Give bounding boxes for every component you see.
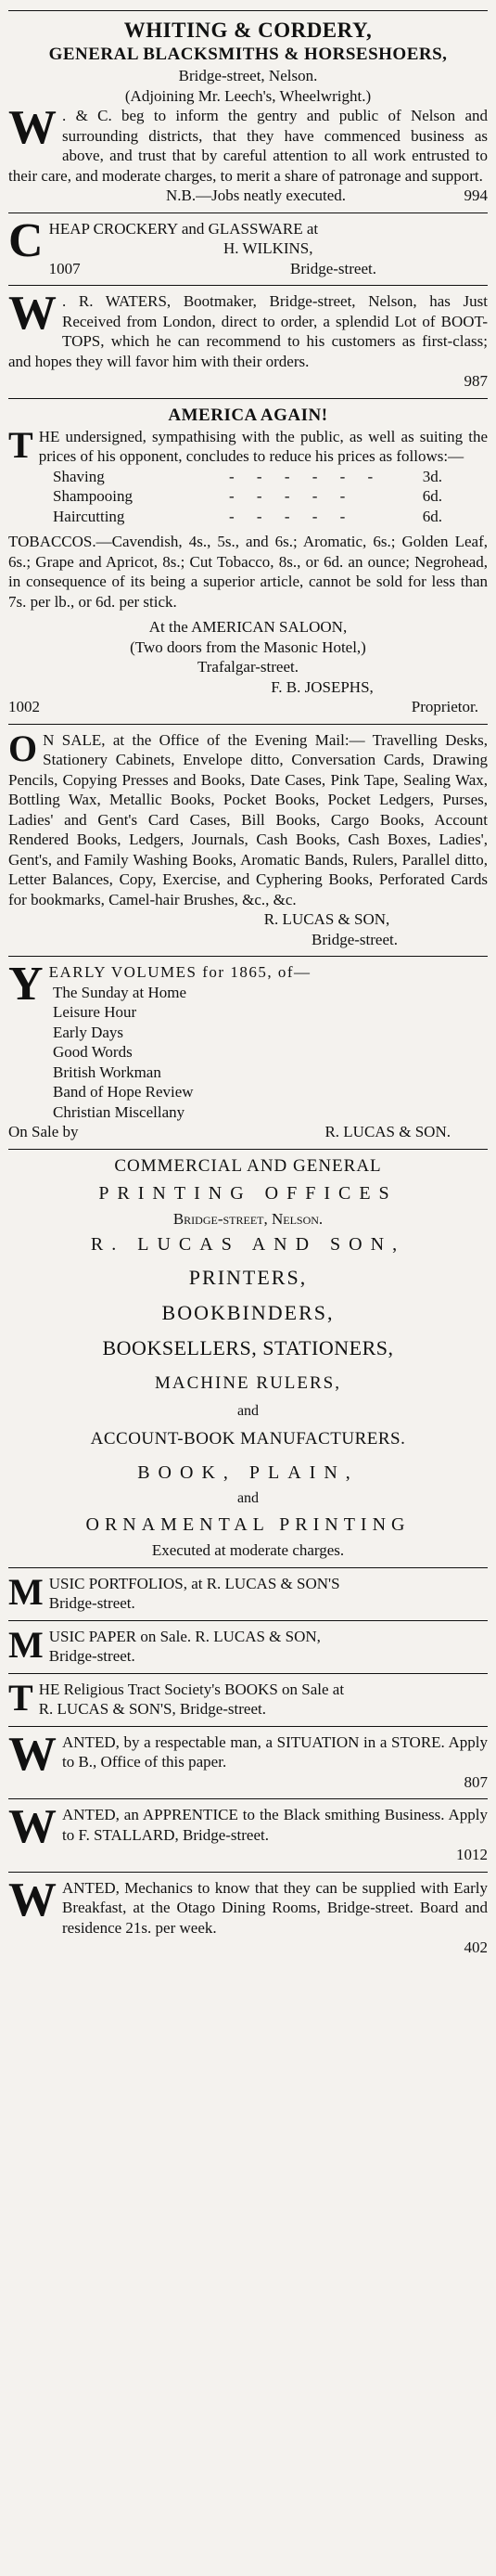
ad-line: MACHINE RULERS, <box>154 1373 341 1393</box>
divider <box>8 1798 488 1799</box>
drop-cap: T <box>8 423 33 466</box>
ad-number: 1002 <box>8 698 40 715</box>
ad-body: ANTED, by a respectable man, a SITUATION in a STORE. Apply to B., Office of this paper. <box>62 1732 488 1771</box>
ad-line: BOOKBINDERS, <box>161 1301 335 1324</box>
divider <box>8 1726 488 1727</box>
divider <box>8 724 488 725</box>
ad-waters <box>8 287 488 392</box>
ad-number: 807 <box>464 1772 488 1791</box>
price-row: Haircutting - - - - - 6d. <box>53 507 442 525</box>
price-row: Shampooing - - - - - 6d. <box>53 487 442 505</box>
divider <box>8 956 488 957</box>
ad-tobacco: TOBACCOS.—Cavendish, 4s., 5s., and 6s.; Aromatic, 6s.; Golden Leaf, 6s.; Grape and Apricot, 8s.; Cut Tobacco, 8s., or 6d. an ounce; Negrohead, in consequence of its being a superior article, cannot be sold for less than 7s. per lb., or 6d. per stick. <box>8 533 488 611</box>
ad-line: ORNAMENTAL PRINTING <box>85 1514 411 1535</box>
ad-body: ANTED, Mechanics to know that they can be supplied with Early Breakfast, at the Otago Dining Rooms, Bridge-street. Board and residence 21s. per week. <box>62 1878 488 1937</box>
divider <box>8 1872 488 1873</box>
ad-number: 987 <box>464 372 488 390</box>
ad-line: ACCOUNT-BOOK MANUFACTURERS. <box>90 1429 406 1449</box>
ad-printing-offices <box>8 1155 488 1561</box>
ad-saloon: At the AMERICAN SALOON, <box>148 618 348 636</box>
ad-america-again <box>8 405 488 717</box>
ad-body: ANTED, an APPRENTICE to the Black smithing Business. Apply to F. STALLARD, Bridge-street. <box>62 1806 488 1844</box>
ad-wanted-apprentice <box>8 1800 488 1865</box>
ad-wanted-mechanics <box>8 1873 488 1958</box>
ad-body: N SALE, at the Office of the Evening Mail:— Travelling Desks, Stationery Cabinets, Envelope ditto, Conversation Cards, Drawing Pencils, Copying Presses and Books, Date Cases, Pink Tape, Sealing Wax, Bottling Wax, Metallic Books, Pocket Books, Pocket Ledgers, Purses, Ladies' and Gent's Card Cases, Bill Books, Cargo Books, Account Rendered Books, Ledgers, Journals, Cash Books, Cash Boxes, Ladies', Gent's, and Family Washing Books, Aromatic Bands, Rulers, Parallel ditto, Letter Balances, Copy, Exercise, and Cyphering Books, Perforated Cards for bookmarks, Camel-hair Brushes, &c., &c. <box>8 730 488 908</box>
ad-street: Bridge-street. <box>290 259 376 277</box>
drop-cap: W <box>8 1727 57 1781</box>
ad-name: R. LUCAS & SON. <box>324 1123 451 1140</box>
ad-street: Bridge-street. <box>48 1594 135 1612</box>
ad-number: 1007 <box>48 259 81 277</box>
ad-number: 402 <box>464 1938 488 1956</box>
price-row: Shaving - - - - - - 3d. <box>53 467 442 485</box>
ad-music-paper <box>8 1623 488 1667</box>
ad-number: 1012 <box>456 1846 488 1863</box>
ad-body: . & C. beg to inform the gentry and public of Nelson and surrounding districts, that they have commenced business as above, and trust that by careful attention to all work entrusted to their care, and moderate charges, to merit a share of patronage and support. <box>8 107 488 185</box>
ad-role: Proprietor. <box>411 698 478 715</box>
ad-onsale: On Sale by <box>8 1123 79 1140</box>
volume-item: Christian Miscellany <box>53 1102 185 1121</box>
ad-yearly-volumes <box>8 958 488 1142</box>
ad-street: Trafalgar-street. <box>197 658 299 676</box>
ad-name: F. B. JOSEPHS, <box>271 677 374 696</box>
ad-name: H. WILKINS, <box>223 239 313 257</box>
volume-item: Band of Hope Review <box>53 1083 194 1101</box>
drop-cap: M <box>8 1623 44 1666</box>
divider <box>8 1149 488 1150</box>
volume-item: Leisure Hour <box>53 1003 137 1021</box>
divider <box>8 1567 488 1568</box>
divider <box>8 1620 488 1621</box>
drop-cap: O <box>8 727 38 769</box>
ad-line: R. LUCAS & SON'S, Bridge-street. <box>38 1700 267 1718</box>
ad-doors: (Two doors from the Masonic Hotel,) <box>130 638 366 656</box>
ad-note: N.B.—Jobs neatly executed. <box>166 187 347 204</box>
ad-intro: HE undersigned, sympathising with the public, as well as suiting the prices of his opponent, concludes to reduce his prices as follows:— <box>38 427 488 465</box>
ad-religious-tract <box>8 1676 488 1719</box>
ad-line: PRINTING OFFICES <box>98 1182 398 1204</box>
ad-line: EARLY VOLUMES for 1865, of— <box>48 963 312 981</box>
ad-body: . R. WATERS, Bootmaker, Bridge-street, Nelson, has Just Received from London, direct to order, a splendid Lot of BOOT-TOPS, which he can recommend to his customers as first-class; and hopes they will favor him with their orders. <box>8 292 488 370</box>
ad-subtitle: GENERAL BLACKSMITHS & HORSESHOERS, <box>48 45 448 64</box>
drop-cap: T <box>8 1676 33 1719</box>
top-rule <box>8 10 488 11</box>
volume-item: The Sunday at Home <box>53 983 186 1001</box>
divider <box>8 285 488 286</box>
ad-number: 994 <box>464 187 488 204</box>
ad-address: Bridge-street, Nelson. <box>178 67 318 84</box>
ad-street: Bridge-street. <box>48 1647 135 1665</box>
drop-cap: W <box>8 1800 57 1853</box>
drop-cap: W <box>8 1873 57 1926</box>
ad-street: Bridge-street. <box>312 930 398 948</box>
volume-item: British Workman <box>53 1063 161 1081</box>
ad-on-sale <box>8 727 488 950</box>
ad-title: WHITING & CORDERY, <box>123 19 373 42</box>
ad-music-portfolios <box>8 1570 488 1614</box>
ad-line: Bridge-street, Nelson. <box>172 1209 324 1228</box>
drop-cap: W <box>8 101 57 154</box>
divider <box>8 1673 488 1674</box>
ad-line: BOOK, PLAIN, <box>137 1462 359 1483</box>
ad-line: USIC PORTFOLIOS, at R. LUCAS & SON'S <box>48 1574 340 1592</box>
ad-whiting-cordery <box>8 17 488 206</box>
ad-adjoining: (Adjoining Mr. Leech's, Wheelwright.) <box>124 86 372 105</box>
divider <box>8 398 488 399</box>
ad-line: COMMERCIAL AND GENERAL <box>114 1155 382 1176</box>
ad-line: R. LUCAS AND SON, <box>90 1234 406 1255</box>
ad-line: HEAP CROCKERY and GLASSWARE at <box>48 219 319 238</box>
drop-cap: C <box>8 213 44 267</box>
volume-item: Good Words <box>53 1043 133 1061</box>
ad-line: BOOKSELLERS, STATIONERS, <box>102 1336 394 1359</box>
drop-cap: M <box>8 1570 44 1613</box>
ad-and: and <box>236 1403 260 1419</box>
ad-line: USIC PAPER on Sale. R. LUCAS & SON, <box>48 1627 321 1645</box>
ad-and: and <box>236 1490 260 1506</box>
volume-item: Early Days <box>53 1023 124 1041</box>
drop-cap: Y <box>8 958 44 1011</box>
ad-line: HE Religious Tract Society's BOOKS on Sale at <box>38 1680 345 1698</box>
drop-cap: W <box>8 287 57 340</box>
ad-line: PRINTERS, <box>188 1266 308 1289</box>
ad-line: Executed at moderate charges. <box>151 1541 345 1559</box>
ad-title: AMERICA AGAIN! <box>168 405 328 425</box>
ad-crockery <box>8 213 488 279</box>
ad-name: R. LUCAS & SON, <box>263 910 390 928</box>
ad-wanted-situation <box>8 1727 488 1793</box>
